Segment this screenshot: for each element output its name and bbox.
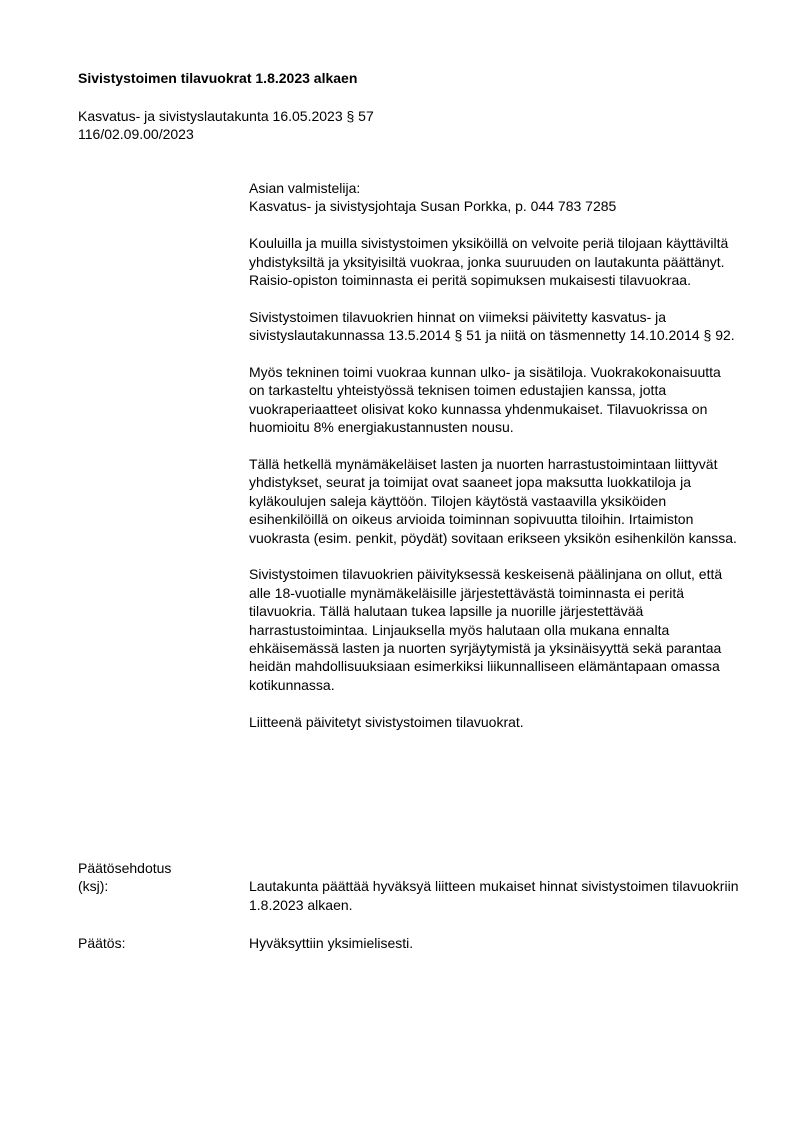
case-number: 116/02.09.00/2023 [78,126,194,143]
paragraph-1: Kouluilla ja muilla sivistystoimen yksiköillä on velvoite periä tilojaan käyttäviltä yhdistyksiltä ja yksityisiltä vuokraa, jonka suuruuden on lautakunta päättänyt. Raisio-opiston toiminnasta ei peritä sopimuksen mukaisesti tilavuokraa. [249,235,729,289]
proposal-label [78,859,248,896]
proposal-label-line2: (ksj): [78,878,109,895]
proposal-label-line1: Päätösehdotus [78,860,172,876]
preparer-name: Kasvatus- ja sivistysjohtaja Susan Porkka, p. 044 783 7285 [249,198,617,215]
document-title: Sivistystoimen tilavuokrat 1.8.2023 alkaen [78,70,358,86]
meeting-reference: Kasvatus- ja sivistyslautakunta 16.05.2023 § 57 [78,108,374,124]
paragraph-2: Sivistystoimen tilavuokrien hinnat on viimeksi päivitetty kasvatus- ja sivistyslautakunnassa 13.5.2014 § 51 ja niitä on täsmennetty 14.10.2014 § 92. [249,308,735,344]
decision-text: Hyväksyttiin yksimielisesti. [249,935,414,951]
paragraph-4: Tällä hetkellä mynämäkeläiset lasten ja nuorten harrastustoimintaan liittyvät yhdistykset, seurat ja toimijat ovat saaneet jopa maksutta luokkatiloja ja kyläkoulujen saleja käyttöön. Tilojen käytöstä vastaavilla yksiköiden esihenkilöillä on oikeus arvioida toiminnan sopivuutta tiloihin. Irtaimiston vuokrasta (esim. penkit, pöydät) sovitaan erikseen yksikön esihenkilön kanssa. [249,456,737,546]
decision-label: Päätös: [78,935,126,951]
document-body [249,179,739,749]
proposal-text: Lautakunta päättää hyväksyä liitteen mukaiset hinnat sivistystoimen tilavuokriin 1.8.2023 alkaen. [249,878,739,913]
paragraph-5: Sivistystoimen tilavuokrien päivityksessä keskeisenä päälinjana on ollut, että alle 18-vuotialle mynämäkeläisille järjestettävästä toiminnasta ei peritä tilavuokria. Tällä halutaan tukea lapsille ja nuorille järjestettävää harrastustoimintaa. Linjauksella myös halutaan olla mukana ennalta ehkäisemässä lasten ja nuorten syrjäytymistä ja yksinäisyyttä sekä parantaa heidän mahdollisuuksiaan esimerkiksi liikunnalliseen elämäntapaan omassa kotikunnassa. [249,566,723,693]
preparer-block [249,179,739,216]
paragraph-3: Myös tekninen toimi vuokraa kunnan ulko- ja sisätiloja. Vuokrakokonaisuutta on tarkasteltu yhteistyössä teknisen toimen edustajien kanssa, jotta vuokraperiaatteet olisivat koko kunnassa yhdenmukaiset. Tilavuokrissa on huomioitu 8% energiakustannusten nousu. [249,364,721,436]
document-meta [78,107,374,144]
preparer-label: Asian valmistelija: [249,180,361,196]
paragraph-6: Liitteenä päivitetyt sivistystoimen tilavuokrat. [249,713,524,730]
